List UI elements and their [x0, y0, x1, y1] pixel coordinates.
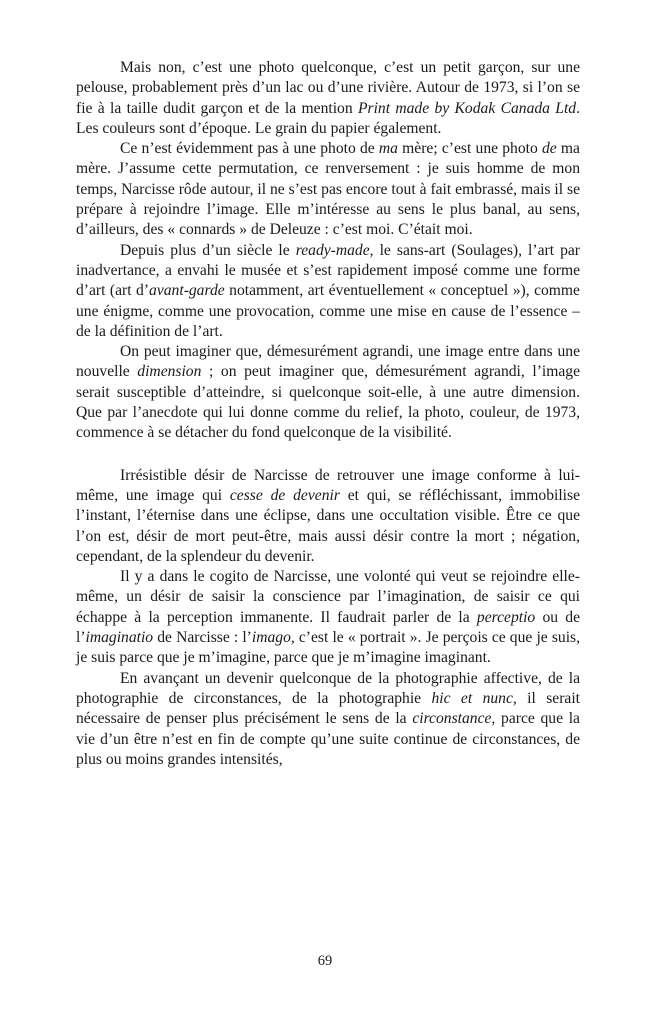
paragraph-2: [76, 139, 580, 240]
text-run: On peut imaginer que, démesurément agrandi, une image entre dans une nouvelle: [76, 343, 580, 381]
text-run: ; on peut imaginer que, démesurément agrandi, l’image serait susceptible d’atteindre, si quelconque soit-elle, à une autre dimension. Que par l’anecdote qui lui donne comme du relief, la photo, couleur, de 1973, commence à se détacher du fond quelconque de la visibilité.: [76, 363, 580, 442]
italic-text: dimension: [137, 363, 202, 381]
page-body: [76, 58, 580, 770]
paragraph-5: [76, 466, 580, 567]
text-run: , il serait nécessaire de penser plus précisément le sens de la: [76, 689, 581, 728]
paragraph-1: [76, 58, 580, 139]
paragraph-4: [76, 342, 580, 443]
text-run: ma mère. J’assume cette permutation, ce renversement : je suis homme de mon temps, Narcisse rôde autour, il ne s’est pas encore tout à fait embrassé, mais il se prépare à rejoindre l’image. Elle m’intéresse au sens le plus banal, au sens, d’ailleurs, des « connards » de Deleuze : c’est moi. C’était moi.: [76, 140, 580, 239]
text-run: ou de l’: [76, 608, 580, 647]
italic-text: hic et nunc: [431, 689, 513, 707]
text-run: , parce que la vie d’un être n’est en fin de compte qu’une suite continue de circonstances, de plus ou moins grandes intensités,: [76, 710, 580, 768]
italic-text: Print made by Kodak Canada Ltd: [357, 99, 577, 117]
italic-text: avant-garde: [149, 282, 225, 300]
text-run: notamment, art éventuellement « conceptuel »), comme une énigme, comme une provocation, comme une mise en cause de l’essence – de la définition de l’art.: [76, 282, 580, 340]
text-run: En avançant un devenir quelconque de la photographie affective, de la photographie de circonstances, de la photographie: [76, 669, 580, 707]
text-run: Mais non, c’est une photo quelconque, c’est un petit garçon, sur une pelouse, probablement près d’un lac ou d’une rivière. Autour de 1973, si l’on se fie à la taille dudit garçon et de la mention: [76, 59, 580, 117]
italic-text: ready-made: [295, 241, 370, 259]
italic-text: cesse de devenir: [229, 486, 340, 504]
italic-text: imaginatio: [85, 629, 154, 647]
text-run: , le sans-art (Soulages), l’art par inadvertance, a envahi le musée et s’est rapidement imposé comme une forme d’art (art d’: [76, 241, 580, 300]
paragraph-7: [76, 669, 580, 770]
paragraph-3: [76, 241, 580, 342]
text-run: . Les couleurs sont d’époque. Le grain du papier également.: [76, 99, 580, 137]
text-run: Depuis plus d’un siècle le: [120, 241, 296, 259]
text-run: de Narcisse : l’: [153, 629, 252, 647]
text-run: Ce n’est évidemment pas à une photo de: [120, 140, 379, 158]
text-run: Il y a dans le cogito de Narcisse, une volonté qui veut se rejoindre elle-même, un désir de saisir la conscience par l’imagination, de saisir ce qui échappe à la perception immanente. Il faudrait parler de la: [76, 568, 580, 626]
italic-text: perceptio: [476, 608, 536, 626]
italic-text: circonstance: [412, 710, 492, 728]
paragraph-6: [76, 567, 580, 668]
text-run: Irrésistible désir de Narcisse de retrouver une image conforme à lui-même, une image qui: [76, 466, 580, 504]
text-run: , c’est le « portrait ». Je perçois ce que je suis, je suis parce que je m’imagine, parce que je m’imagine imaginant.: [76, 629, 580, 667]
italic-text: imago: [251, 629, 291, 647]
text-run: et qui, se réfléchissant, immobilise l’instant, l’éternise dans une éclipse, dans une occultation visible. Être ce que l’on est, désir de mort peut-être, mais aussi désir contre la mort ; négation, cependant, de la splendeur du devenir.: [76, 486, 580, 565]
page-number: 69: [317, 953, 333, 969]
italic-text: de: [542, 140, 557, 158]
italic-text: ma: [378, 140, 398, 158]
text-run: mère; c’est une photo: [397, 140, 542, 158]
paragraph-gap: [76, 444, 580, 466]
